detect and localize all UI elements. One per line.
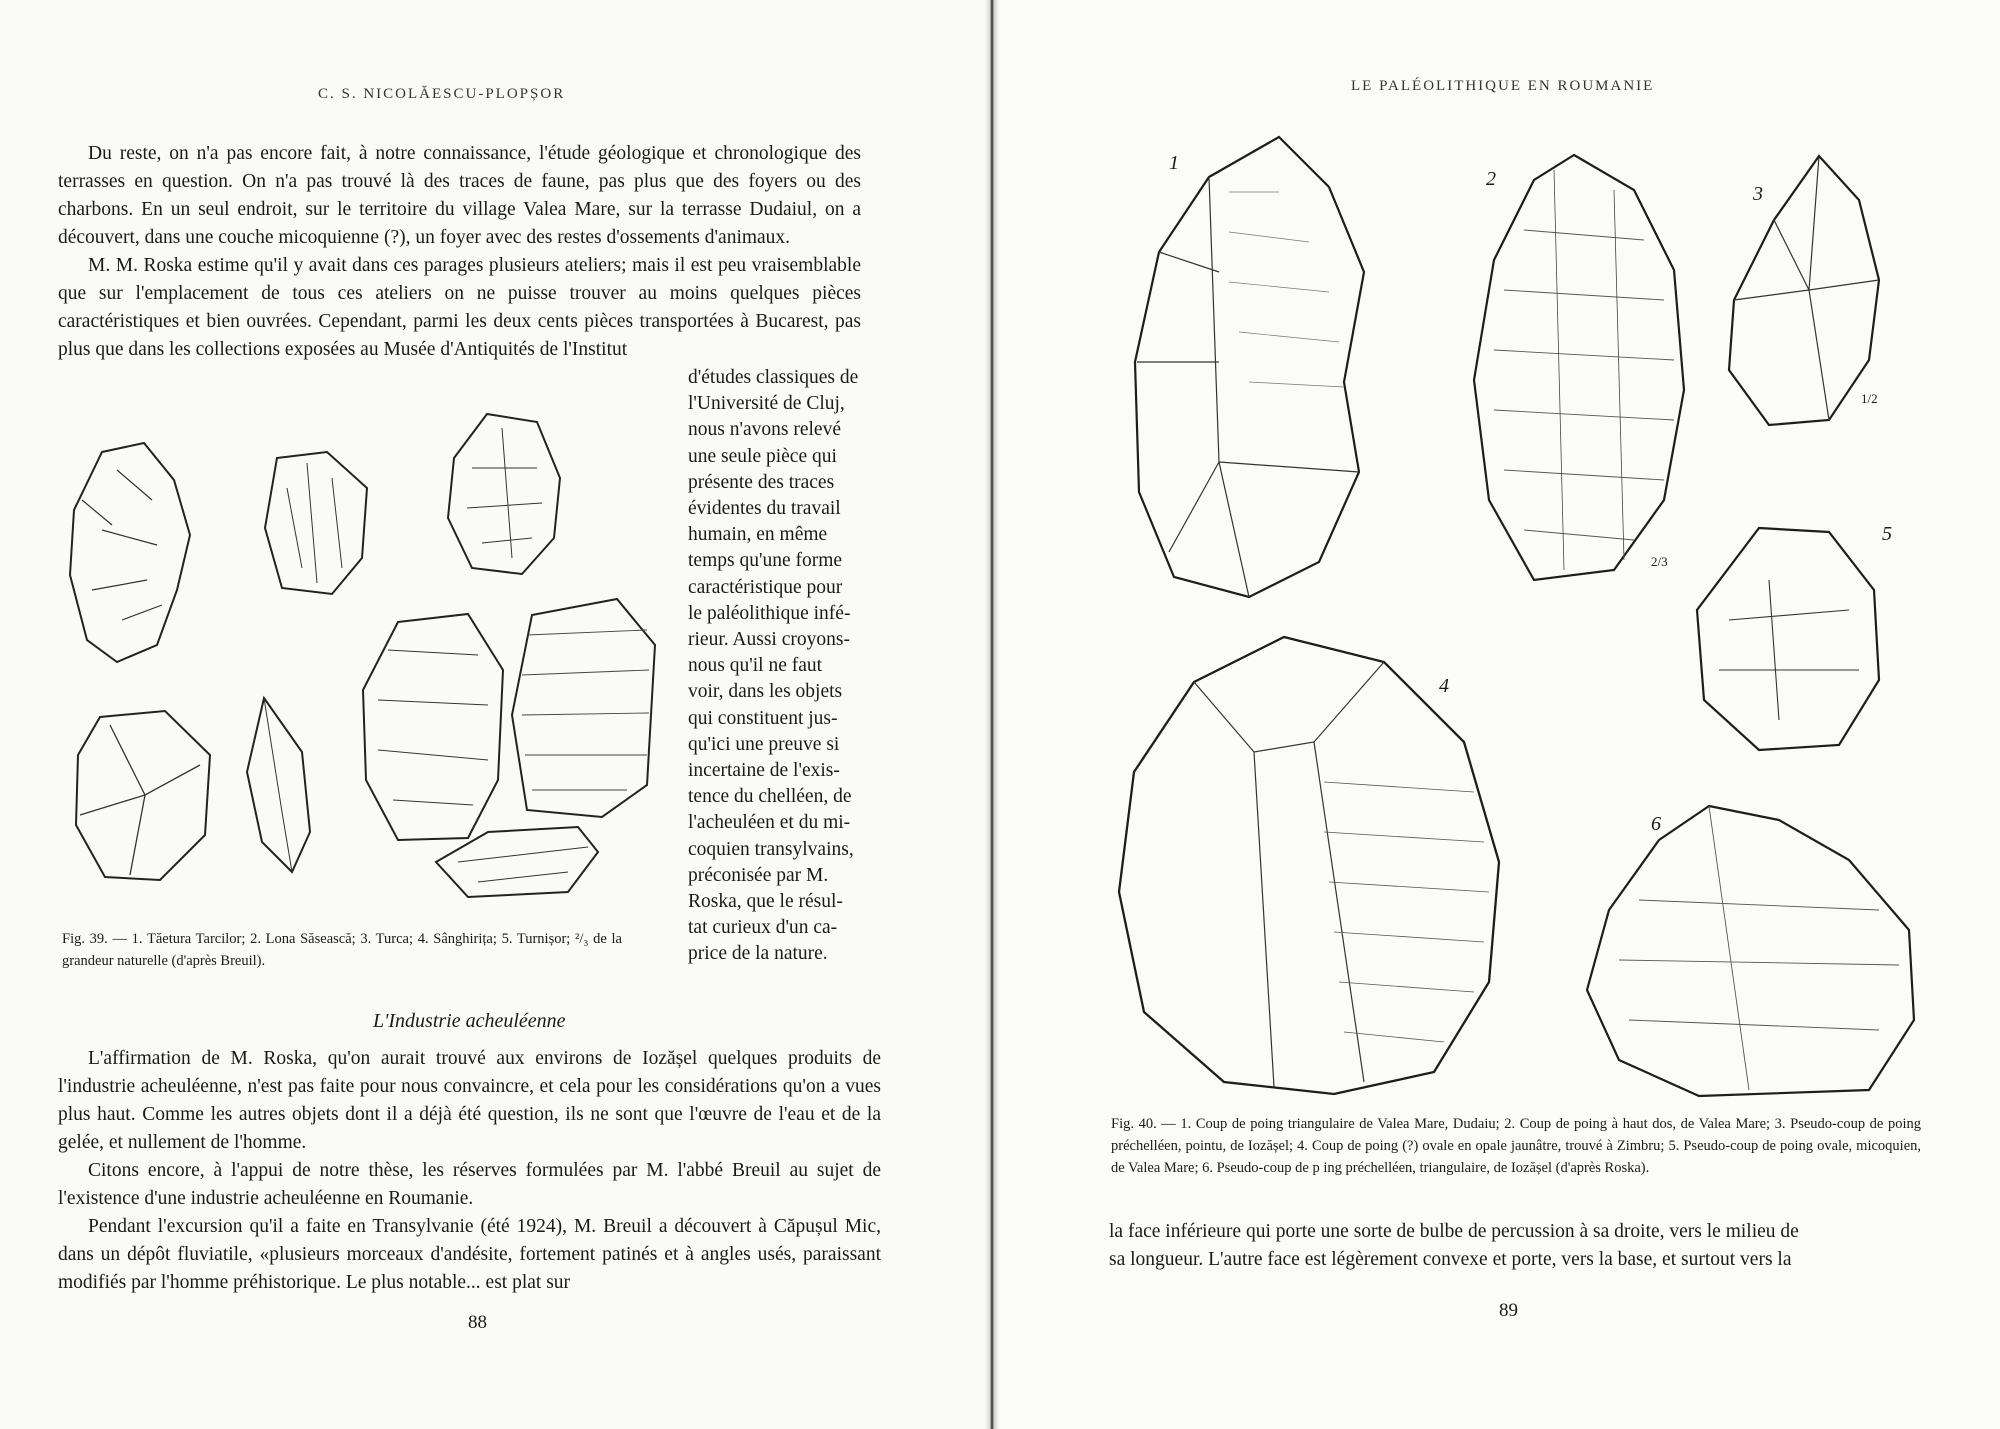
wrap-text-line: le paléolithique infé- [688, 602, 851, 624]
section-title: L'Industrie acheuléenne [373, 1010, 566, 1032]
scale-mark: 1/2 [1861, 391, 1878, 406]
page-number: 89 [1499, 1300, 1518, 1321]
stone-tool-drawing [70, 705, 215, 885]
stone-tool-drawing [257, 448, 377, 600]
stone-tool-drawing [242, 692, 314, 877]
paragraph: Pendant l'excursion qu'il a faite en Transylvanie (été 1924), M. Breuil a découvert à Căpușul Mic, dans un dépôt fluviatile, «plusieurs morceaux d'andésite, fortement patinés et à angles usés, paraissant modifiés par l'homme préhistorique. Le plus notable... est plat sur [58, 1216, 881, 1293]
body-text [1109, 1218, 1922, 1274]
stone-tool-drawing [442, 408, 567, 578]
figure-number: 6 [1651, 813, 1661, 835]
wrap-text-line: l'Université de Cluj, [688, 393, 845, 415]
scale-mark: 2/3 [1651, 554, 1668, 569]
wrap-text-line: incertaine de l'exis- [688, 760, 840, 782]
book-gutter [985, 0, 999, 1429]
hand-axe-drawing [1114, 632, 1504, 1097]
wrap-text-line: nous n'avons relevé [688, 419, 841, 441]
running-head: LE PALÉOLITHIQUE EN ROUMANIE [1351, 78, 1655, 94]
wrap-text-line: temps qu'une forme [688, 550, 843, 572]
wrap-text-line: présente des traces [688, 471, 835, 493]
wrap-text-line: préconisée par M. [688, 864, 829, 886]
wrap-text-line: tence du chelléen, de [688, 786, 852, 808]
page-number: 88 [468, 1312, 487, 1333]
figure-number: 5 [1882, 523, 1892, 545]
wrap-text-line: rieur. Aussi croyons- [688, 629, 850, 651]
hand-axe-drawing [1464, 150, 1689, 585]
hand-axe-drawing [1579, 800, 1919, 1100]
wrap-text-column [688, 365, 866, 968]
wrap-text-line: humain, en même [688, 524, 828, 546]
figure-39-caption: Fig. 39. — 1. Tăetura Tarcilor; 2. Lona Săsească; 3. Turca; 4. Sânghirița; 5. Turnișor; ²/₃ de la grandeur naturelle (d'après Breuil). [62, 931, 622, 969]
figure-number: 3 [1753, 183, 1763, 205]
body-text [58, 1045, 881, 1297]
wrap-text-line: voir, dans les objets [688, 681, 843, 703]
text-line: la face inférieure qui porte une sorte de bulbe de percussion à sa droite, vers le milieu de [1109, 1221, 1799, 1242]
stone-tool-drawing [507, 595, 659, 820]
running-head: C. S. NICOLĂESCU-PLOPȘOR [318, 86, 566, 102]
wrap-text-line: qu'ici une preuve si [688, 733, 840, 755]
hand-axe-drawing [1129, 132, 1389, 602]
stone-tool-drawing [62, 440, 200, 665]
wrap-text-line: évidentes du travail [688, 498, 841, 520]
figure-number: 4 [1439, 675, 1449, 697]
wrap-text-line: une seule pièce qui [688, 445, 837, 467]
paragraph: L'affirmation de M. Roska, qu'on aurait trouvé aux environs de Iozășel quelques produits de l'industrie acheuléenne, n'est pas faite pour nous convaincre, et cela pour les considérations qu'on a vues plus haut. Comme les autres objets dont il a déjà été question, ils ne sont que l'œuvre de l'eau et de la gelée, et nullement de l'homme. [58, 1048, 881, 1153]
wrap-text-line: d'études classiques de [688, 367, 859, 388]
paragraph: Citons encore, à l'appui de notre thèse, les réserves formulées par M. l'abbé Breuil au sujet de l'existence d'une industrie acheuléenne en Roumanie. [58, 1160, 881, 1209]
wrap-text-line: l'acheuléen et du mi- [688, 812, 851, 834]
wrap-text-line: coquien transylvains, [688, 838, 854, 860]
stone-tool-drawing [358, 610, 508, 845]
text-line: sa longueur. L'autre face est légèrement convexe et porte, vers la base, et surtout vers la [1109, 1249, 1792, 1270]
wrap-text-line: price de la nature. [688, 943, 828, 965]
figure-number: 2 [1486, 168, 1496, 190]
stone-tool-drawing [428, 822, 603, 902]
paragraph: Du reste, on n'a pas encore fait, à notre connaissance, l'étude géologique et chronologique des terrasses en question. On n'a pas trouvé là des traces de faune, pas plus que des foyers ou des charbons. En un seul endroit, sur le territoire du village Valea Mare, sur la terrasse Dudaiul, on a découvert, dans une couche micoquienne (?), un foyer avec des restes d'ossements d'animaux. [58, 143, 861, 248]
intro-text [58, 140, 861, 364]
figure-40-caption: Fig. 40. — 1. Coup de poing triangulaire de Valea Mare, Dudaiu; 2. Coup de poing à haut dos, de Valea Mare; 3. Pseudo-coup de poing préchelléen, pointu, de Iozășel; 4. Coup de poing (?) ovale en opale jaunâtre, trouvé à Zimbru; 5. Pseudo-coup de poing ovale, micoquien, de Valea Mare; 6. Pseudo-coup de p ing préchelléen, triangulaire, de Iozășel (d'après Roska). [1111, 1116, 1921, 1176]
paragraph: M. M. Roska estime qu'il y avait dans ces parages plusieurs ateliers; mais il est peu vraisemblable que sur l'emplacement de tous ces ateliers on ne puisse trouver au moins quelques pièces caractéristiques et bien ouvrées. Cependant, parmi les deux cents pièces transportées à Bucarest, pas plus que dans les collections exposées au Musée d'Antiquités de l'Institut [58, 255, 861, 360]
hand-axe-drawing [1719, 150, 1889, 430]
hand-axe-drawing [1689, 520, 1884, 755]
figure-number: 1 [1169, 152, 1179, 174]
right-page [999, 0, 2000, 1429]
wrap-text-line: nous qu'il ne faut [688, 655, 823, 677]
wrap-text-line: tat curieux d'un ca- [688, 917, 838, 939]
wrap-text-line: qui constituent jus- [688, 707, 838, 729]
wrap-text-line: caractéristique pour [688, 576, 843, 598]
wrap-text-line: Roska, que le résul- [688, 891, 843, 913]
left-page [0, 0, 985, 1429]
